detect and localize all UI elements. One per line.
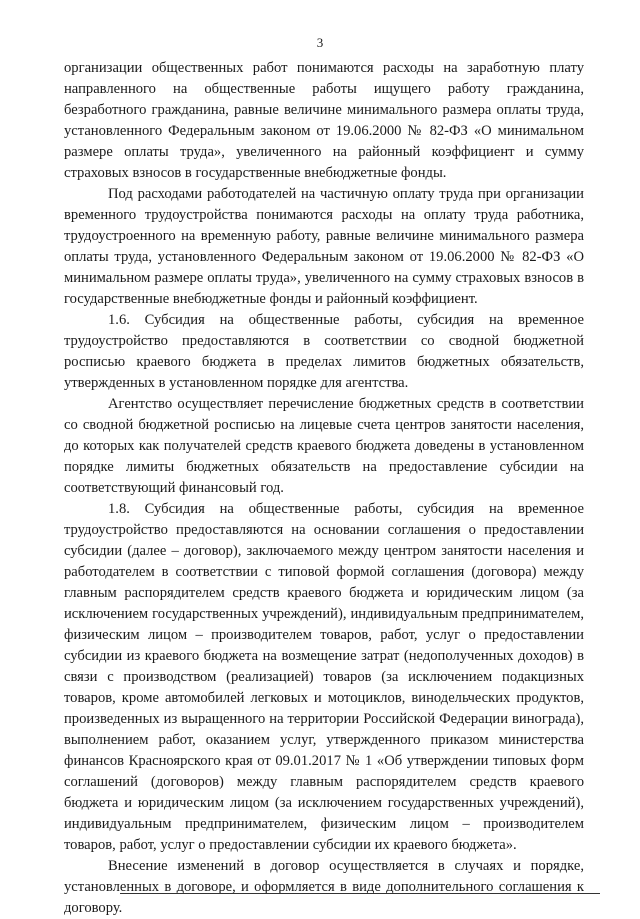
paragraph-amendments: Внесение изменений в договор осуществляется в случаях и порядке, установленных в договоре, и оформляется в виде дополнительного соглашения к договору. (64, 858, 584, 916)
paragraph-1-6-subsidy: 1.6. Субсидия на общественные работы, субсидия на временное трудоустройство предоставляются в соответствии со сводной бюджетной росписью краевого бюджета в пределах лимитов бюджетных обязательств, утвержденных в установленном порядке для агентства. (64, 312, 584, 391)
paragraph-public-works-costs: организации общественных работ понимаются расходы на заработную плату направленного на общественные работы ищущего работу гражданина, безработного гражданина, равные величине минимального размера оплаты труда, установленного Федеральным законом от 19.06.2000 № 82-ФЗ «О минимальном размере оплаты труда», увеличенного на районный коэффициент и сумму страховых взносов в государственные внебюджетные фонды. (64, 60, 584, 181)
document-body (64, 58, 584, 919)
paragraph-agency-transfer: Агентство осуществляет перечисление бюджетных средств в соответствии со сводной бюджетной росписью на лицевые счета центров занятости населения, до которых как получателей средств краевого бюджета доведены в установленном порядке лимиты бюджетных обязательств на предоставление субсидии на соответствующий финансовый год. (64, 396, 584, 496)
scan-bottom-line (120, 893, 600, 894)
paragraph-employer-costs: Под расходами работодателей на частичную оплату труда при организации временного трудоустройства понимаются расходы на оплату труда работника, трудоустроенного на временную работу, равные величине минимального размера оплаты труда, установленного Федеральным законом от 19.06.2000 № 82-ФЗ «О минимальном размере оплаты труда», увеличенного на сумму страховых взносов в государственные внебюджетные фонды и районный коэффициент. (64, 186, 584, 307)
paragraph-1-8-agreement: 1.8. Субсидия на общественные работы, субсидия на временное трудоустройство предоставляются на основании соглашения о предоставлении субсидии (далее – договор), заключаемого между центром занятости населения и работодателем в соответствии с типовой формой соглашения (договора) между главным распорядителем средств краевого бюджета и юридическим лицом (за исключением государственных учреждений), индивидуальным предпринимателем, физическим лицом – производителем товаров, работ, услуг о предоставлении субсидии из краевого бюджета на возмещение затрат (недополученных доходов) в связи с производством (реализацией) товаров (за исключением подакцизных товаров, кроме автомобилей легковых и мотоциклов, винодельческих продуктов, произведенных из выращенного на территории Российской Федерации винограда), выполнением работ, оказанием услуг, утвержденного приказом министерства финансов Красноярского края от 09.01.2017 № 1 «Об утверждении типовых форм соглашений (договоров) между главным распорядителем средств краевого бюджета и юридическим лицом (за исключением государственных учреждений), индивидуальным предпринимателем, физическим лицом – производителем товаров, работ, услуг о предоставлении субсидии их краевого бюджета». (64, 501, 584, 853)
page-number: 3 (316, 35, 324, 50)
